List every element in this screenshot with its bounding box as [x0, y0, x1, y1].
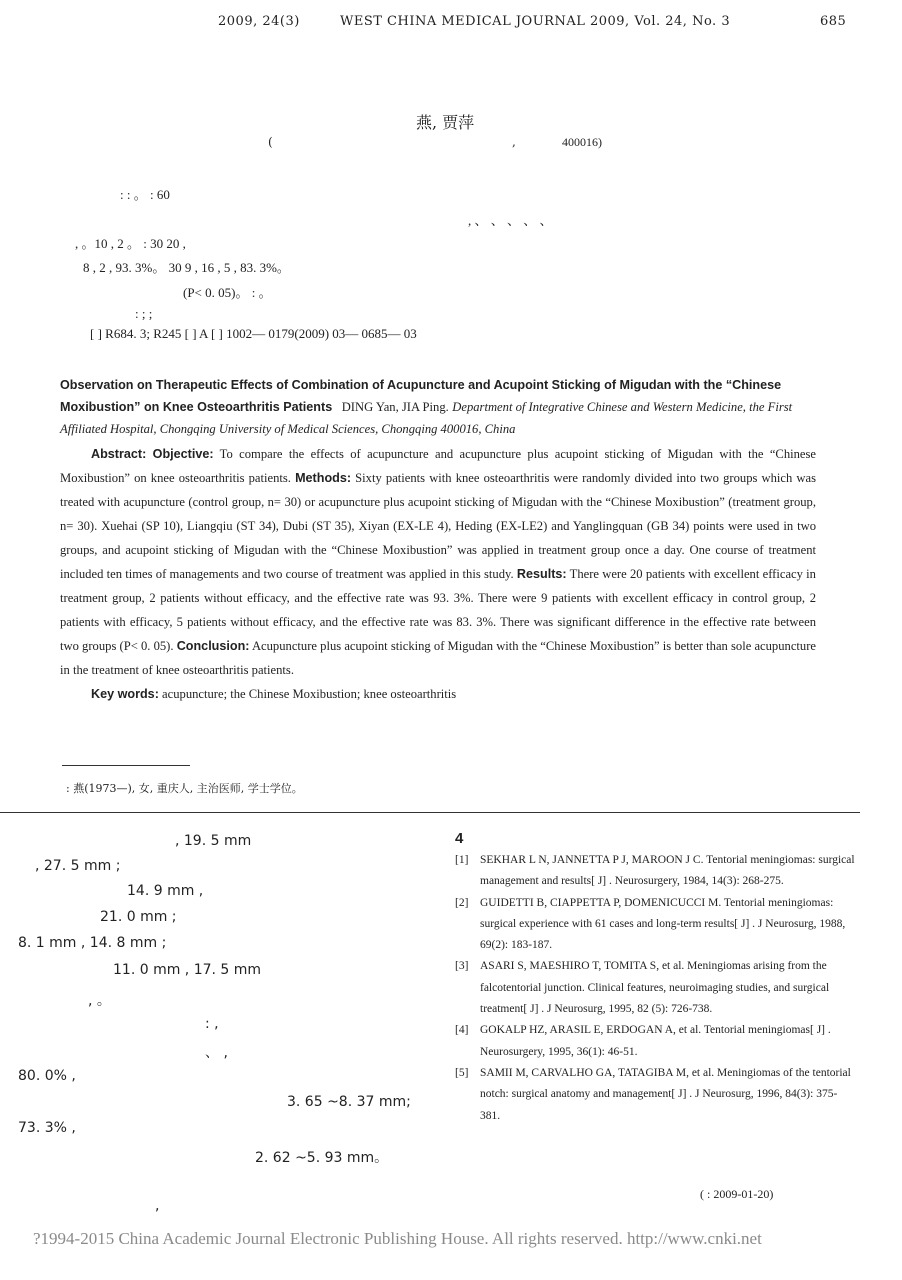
affiliation-en: Department of Integrative Chinese and Western Medicine, the First Affiliated Hospital, Chongqing University of Medical Sciences, Chongqing 400016, China — [60, 400, 793, 436]
footnote-rule — [62, 765, 190, 766]
reference-item: [5] SAMII M, CARVALHO GA, TATAGIBA M, et al. Meningiomas of the tentorial notch: surgical anatomy and management[ J] . J Neurosurg, 1996, 84(3): 375-381. — [455, 1066, 851, 1122]
body-line: 11. 0 mm , 17. 5 mm — [113, 962, 262, 978]
header-page-number: 685 — [820, 14, 847, 29]
authors-en: DING Yan, JIA Ping. — [341, 400, 449, 414]
methods-label: Methods: — [295, 471, 352, 485]
reference-item: [3] ASARI S, MAESHIRO T, TOMITA S, et al. Meningiomas arising from the falcotentorial junction. Clinical features, neuroimaging studies, and surgical treatment[ J] . J Neurosurg, 1995, 82 (5): 726-738. — [455, 960, 830, 1016]
affiliation-open: ( — [268, 135, 273, 149]
author-footnote: : 燕(1973—), 女, 重庆人, 主治医师, 学士学位。 — [66, 782, 303, 795]
abstract-cn-line: (P< 0. 05)。 : 。 — [183, 285, 272, 300]
section-divider — [0, 812, 860, 813]
body-line: 80. 0% , — [18, 1068, 76, 1084]
affiliation-comma: , — [512, 135, 516, 149]
abstract-cn-line: , 、 、 、 、 、 — [468, 213, 553, 228]
authors-cn: 燕, 贾萍 — [416, 113, 475, 132]
body-line: , 19. 5 mm — [175, 833, 252, 849]
body-line: , — [155, 1198, 160, 1214]
body-line: 2. 62 ~5. 93 mm。 — [255, 1150, 389, 1166]
objective-text: To compare the effects of acupuncture and acupuncture plus acupoint sticking of Migudan with the “Chinese Moxibustion” on knee osteoarthritis patients. — [60, 447, 816, 485]
abstract-en — [60, 442, 816, 706]
reference-list — [455, 850, 857, 1127]
reference-item: [1] SEKHAR L N, JANNETTA P J, MAROON J C. Tentorial meningiomas: surgical management and results[ J] . Neurosurgery, 1984, 14(3): 268-275. — [455, 854, 855, 888]
body-line: , 27. 5 mm ; — [35, 858, 121, 874]
abstract-cn-line: , 。10 , 2 。 : 30 20 , — [75, 236, 186, 251]
methods-text: Sixty patients with knee osteoarthritis were randomly divided into two groups which was treated with acupuncture (control group, n= 30) or acupuncture plus acupoint sticking of Migudan with the “Chinese Moxibustion” (treatment group, n= 30). Xuehai (SP 10), Liangqiu (ST 34), Dubi (ST 35), Xiyan (EX-LE 4), Heding (EX-LE2) and Yanglingquan (GB 34) points were used in two groups, and acupoint sticking of Migudan with the “Chinese Moxibustion” was applied in treatment group once a day. One course of treatment included ten times of managements and two course of treatment was applied in this study. — [60, 471, 817, 581]
title-en-block — [60, 374, 816, 440]
body-line: 14. 9 mm , — [127, 883, 204, 899]
results-label: Results: — [516, 567, 567, 581]
conclusion-text: Acupuncture plus acupoint sticking of Migudan with the “Chinese Moxibustion” is better than sole acupuncture in the treatment of knee osteoarthritis patients. — [60, 639, 816, 677]
body-line: : , — [205, 1016, 219, 1032]
body-line: , 。 — [88, 993, 111, 1009]
keywords-label: Key words: — [91, 687, 159, 701]
keywords-cn: : ; ; — [135, 306, 153, 321]
body-line: 21. 0 mm ; — [100, 909, 177, 925]
received-date: ( : 2009-01-20) — [700, 1187, 774, 1201]
body-line: 8. 1 mm , 14. 8 mm ; — [18, 935, 167, 951]
copyright-watermark: ?1994-2015 China Academic Journal Electronic Publishing House. All rights reserved. http://www.cnki.net — [33, 1229, 762, 1248]
results-text: There were 20 patients with excellent efficacy in treatment group, 2 patients without efficacy, and the effective rate was 93. 3%. There were 9 patients with excellent efficacy in control group, 2 patients with efficacy, 5 patients without efficacy, and the effective rate was 83. 3%. There was significant difference in the effective rate between two groups (P< 0. 05). — [60, 567, 816, 653]
header-volume: 2009, 24(3) — [218, 14, 300, 29]
body-line: 、 , — [205, 1045, 228, 1061]
reference-item: [4] GOKALP HZ, ARASIL E, ERDOGAN A, et al. Tentorial meningiomas[ J] . Neurosurgery, 1995, 36(1): 46-51. — [455, 1024, 831, 1058]
reference-item: [2] GUIDETTI B, CIAPPETTA P, DOMENICUCCI M. Tentorial meningiomas: surgical experience with 61 cases and long-term results[ J] . J Neurosurg, 1988, 69(2): 183-187. — [455, 896, 846, 952]
body-line: 3. 65 ~8. 37 mm; — [287, 1094, 411, 1110]
conclusion-label: Conclusion: — [176, 639, 250, 653]
abstract-label: Abstract: — [91, 447, 147, 461]
classification-codes: [ ] R684. 3; R245 [ ] A [ ] 1002— 0179(2009) 03— 0685— 03 — [90, 326, 417, 341]
abstract-cn-line: : : 。 : 60 — [120, 187, 170, 202]
affiliation-postcode: 400016) — [562, 135, 602, 149]
abstract-cn-line: 8 , 2 , 93. 3%。 30 9 , 16 , 5 , 83. 3%。 — [83, 260, 290, 275]
keywords-text: acupuncture; the Chinese Moxibustion; knee osteoarthritis — [162, 687, 457, 701]
references-heading: 4 — [455, 830, 464, 847]
article-title-en: Observation on Therapeutic Effects of Combination of Acupuncture and Acupoint Sticking of Migudan with the “Chinese Moxibustion” on Knee Osteoarthritis Patients — [60, 378, 782, 414]
header-journal-title: WEST CHINA MEDICAL JOURNAL 2009, Vol. 24, No. 3 — [340, 14, 731, 29]
objective-label: Objective: — [152, 447, 214, 461]
body-line: 73. 3% , — [18, 1120, 76, 1136]
